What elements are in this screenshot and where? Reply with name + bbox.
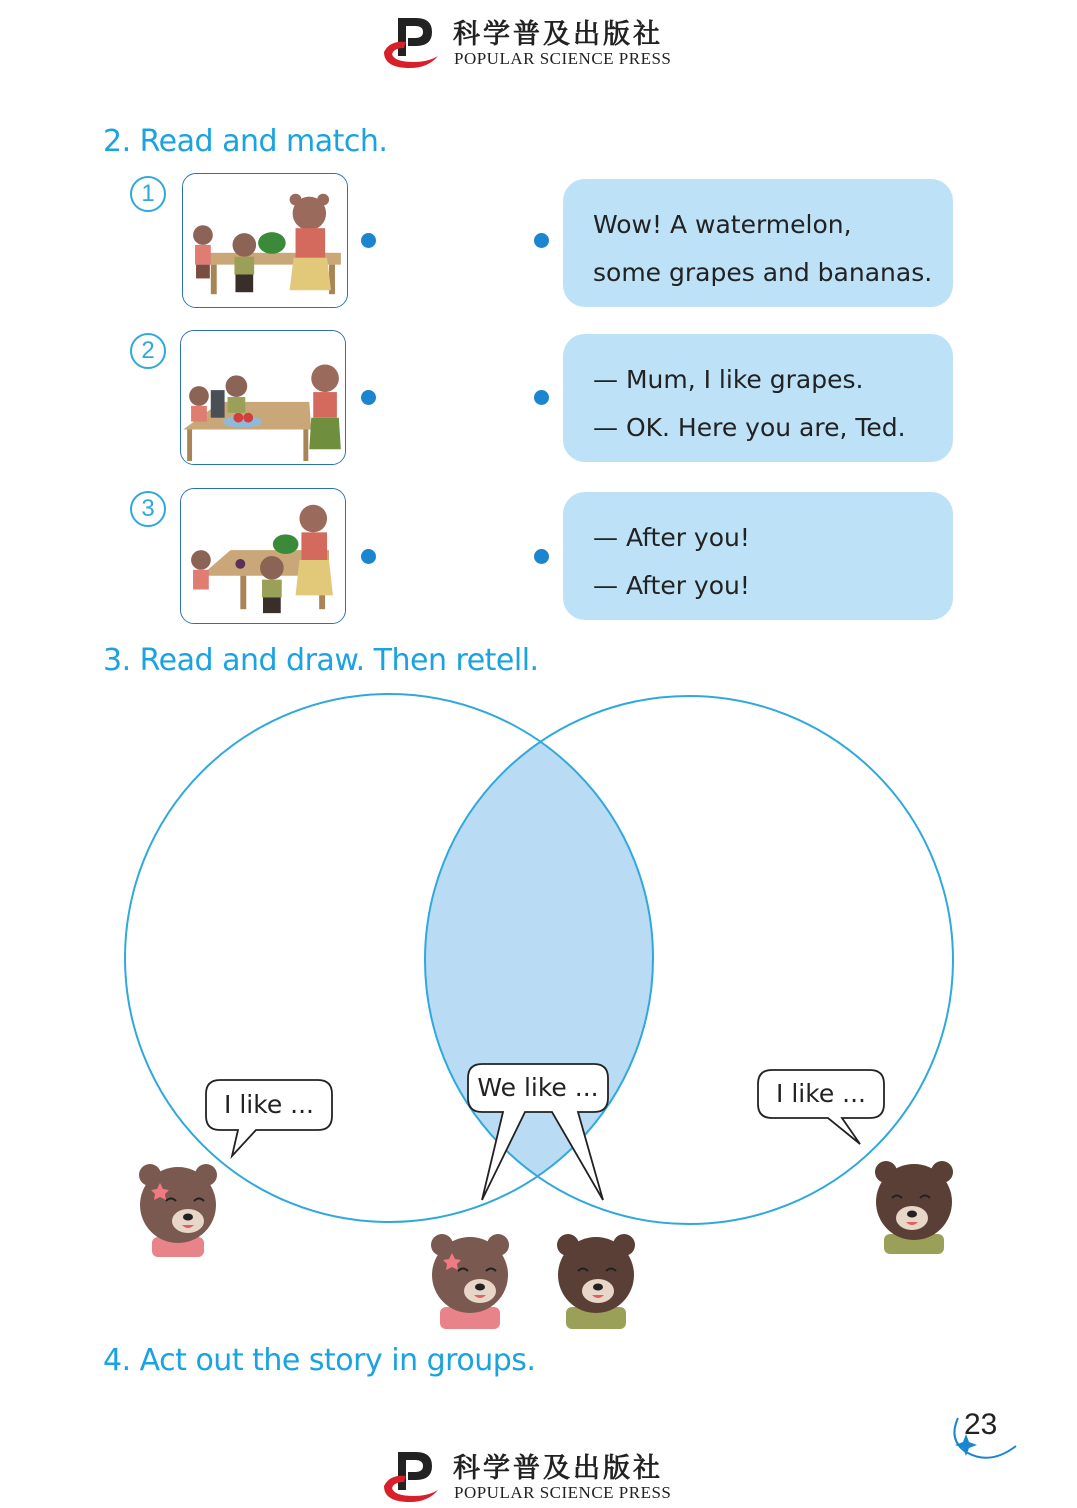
bear-girl-left-icon	[139, 1164, 217, 1257]
bear-girl-middle-icon	[431, 1234, 509, 1329]
speech-text-middle: We like ...	[477, 1073, 599, 1102]
bear-boy-middle-icon	[557, 1234, 635, 1329]
publisher-logo-icon	[380, 1446, 440, 1504]
publisher-name-en: POPULAR SCIENCE PRESS	[454, 49, 672, 68]
publisher-name-cn: 科学普及出版社	[453, 19, 663, 50]
publisher-name-en: POPULAR SCIENCE PRESS	[454, 1483, 672, 1502]
section-act-out-title: 4. Act out the story in groups.	[103, 1343, 536, 1378]
speech-text-right: I like ...	[776, 1079, 866, 1108]
bear-boy-right-icon	[875, 1161, 953, 1254]
item-number-badge: 3	[130, 491, 166, 527]
item-number-badge: 1	[130, 176, 166, 212]
sentence-line: — After you!	[593, 523, 750, 552]
sentence-line: some grapes and bananas.	[593, 258, 933, 287]
section-read-match-title: 2. Read and match.	[103, 124, 388, 159]
publisher-name-cn: 科学普及出版社	[453, 1453, 663, 1484]
item-number-badge: 2	[130, 333, 166, 369]
sentence-line: — OK. Here you are, Ted.	[593, 413, 906, 442]
section-read-draw-title: 3. Read and draw. Then retell.	[103, 643, 539, 678]
page-number: 23	[964, 1408, 998, 1441]
publisher-header-bottom	[0, 1438, 1077, 1508]
sentence-line: — Mum, I like grapes.	[593, 365, 864, 394]
sentence-line: — After you!	[593, 571, 750, 600]
sentence-line: Wow! A watermelon,	[593, 210, 852, 239]
speech-text-left: I like ...	[224, 1090, 314, 1119]
